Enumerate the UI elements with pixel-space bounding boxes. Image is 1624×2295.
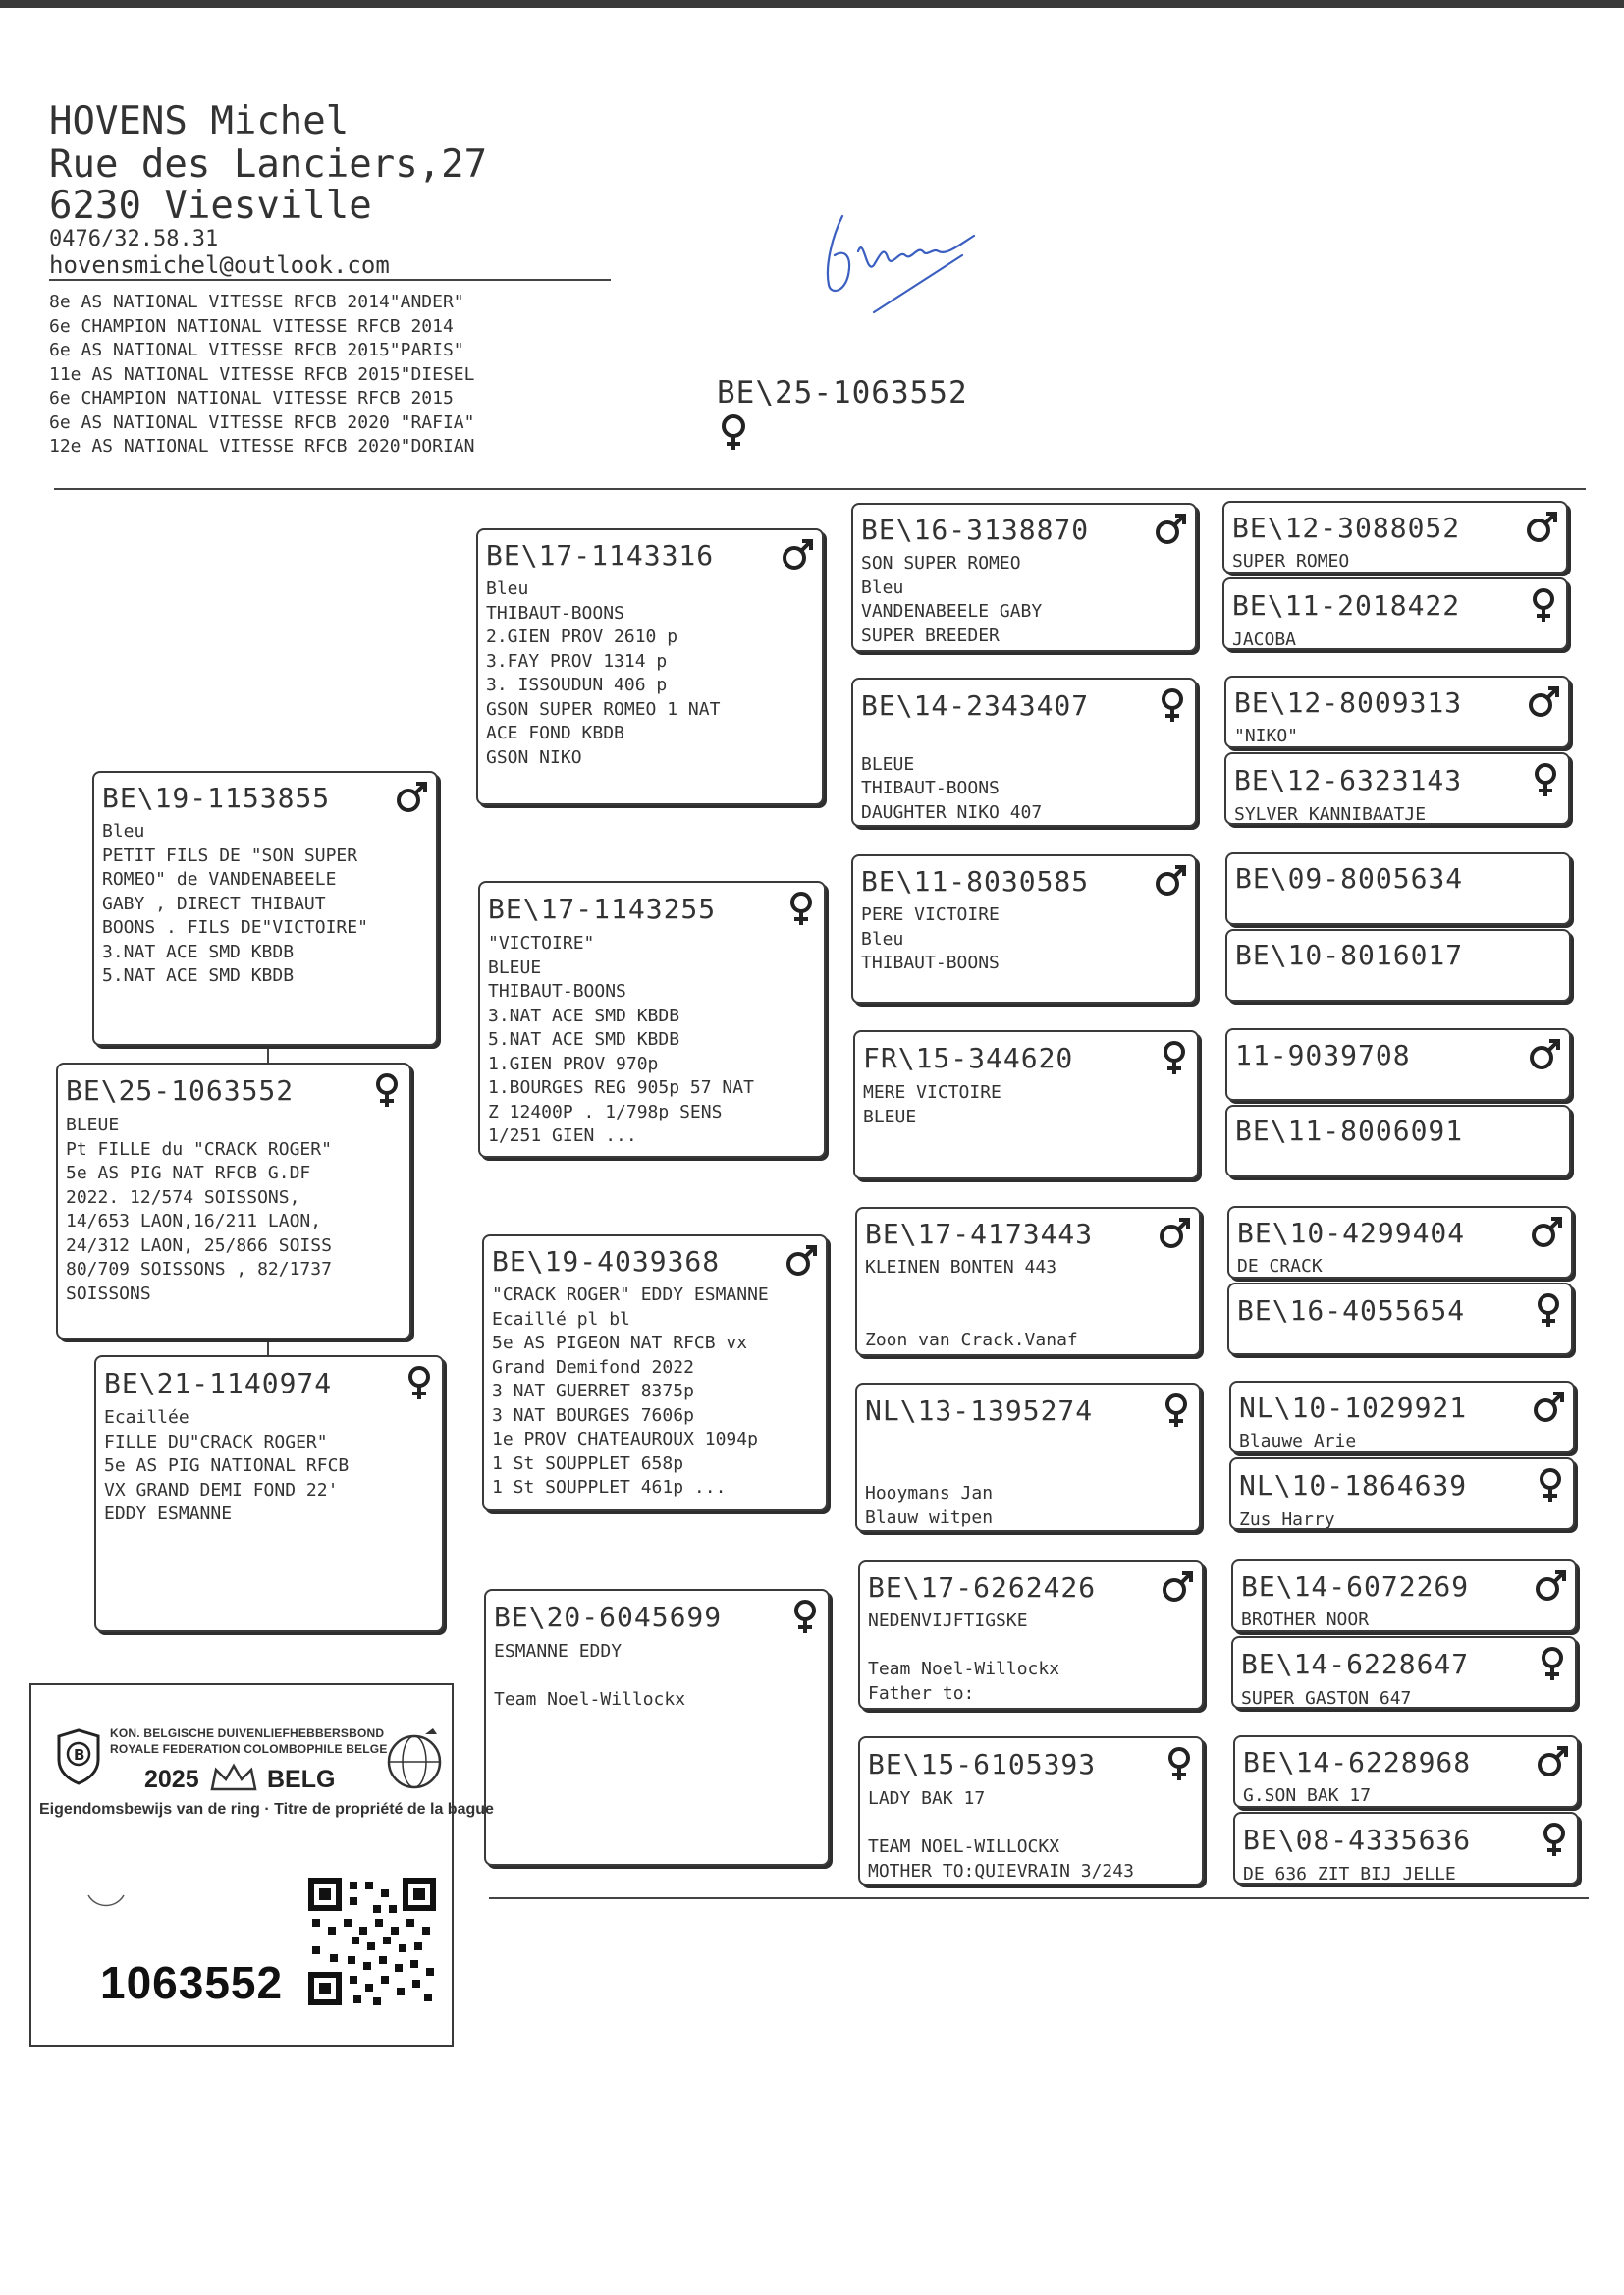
bird-notes <box>861 552 1187 648</box>
ring-number: BE\17-4173443 <box>865 1217 1094 1250</box>
note-line: ACE FOND KBDB <box>486 723 624 743</box>
note-line <box>868 1634 1194 1659</box>
ring-row <box>1235 1038 1561 1071</box>
header-ring-number: BE\25-1063552 <box>717 375 968 410</box>
note-line: Zoon van Crack.Vanaf <box>865 1329 1078 1350</box>
pedigree-gen3-card <box>851 678 1197 827</box>
ring-row <box>1239 1467 1565 1503</box>
ring-row <box>865 1217 1191 1250</box>
ring-row <box>104 1365 434 1400</box>
ring-row <box>861 687 1187 723</box>
ring-number: BE\14-2343407 <box>861 688 1090 722</box>
ring-number: BE\12-8009313 <box>1234 685 1463 719</box>
note-line: ESMANNE EDDY <box>494 1641 623 1662</box>
pedigree-gen2-card <box>478 881 826 1158</box>
ring-number: 11-9039708 <box>1235 1038 1411 1071</box>
note-line: DE 636 ZIT BIJ JELLE <box>1243 1864 1456 1885</box>
bird-notes <box>488 932 816 1149</box>
bird-notes <box>1234 803 1560 825</box>
note-line: NEDENVIJFTIGSKE <box>868 1611 1028 1631</box>
connector <box>267 1045 269 1065</box>
ring-number: BE\17-1143255 <box>488 892 717 925</box>
note-line: GABY , DIRECT THIBAUT <box>102 893 326 914</box>
ring-row <box>865 1393 1191 1428</box>
note-line: DAUGHTER NIKO 407 <box>861 801 1043 823</box>
note-line: MOTHER TO:QUIEVRAIN 3/243 <box>868 1860 1134 1882</box>
note-line: THIBAUT-BOONS <box>488 981 626 1002</box>
achievement-line: 8e AS NATIONAL VITESSE RFCB 2014"ANDER" <box>49 292 464 312</box>
note-line: Bleu <box>861 928 904 950</box>
female-icon <box>372 1072 402 1108</box>
ring-number: BE\16-3138870 <box>861 513 1090 546</box>
bird-notes <box>104 1406 434 1527</box>
note-line: KLEINEN BONTEN 443 <box>865 1257 1057 1278</box>
female-icon <box>1531 762 1560 797</box>
pedigree-gen2-card <box>482 1234 828 1511</box>
ring-number: BE\10-4299404 <box>1237 1216 1466 1249</box>
note-line: SUPER BREEDER <box>861 625 1000 646</box>
note-line: 5e AS PIG NAT RFCB G.DF <box>66 1163 311 1183</box>
ring-row <box>492 1244 818 1278</box>
note-line: SOISSONS <box>66 1283 151 1304</box>
owner-divider <box>49 279 611 281</box>
note-line: "VICTOIRE" <box>488 933 595 954</box>
note-line: 1.BOURGES REG 905p 57 NAT <box>488 1077 754 1098</box>
ring-row <box>1235 939 1561 971</box>
note-line: 1e PROV CHATEAUROUX 1094p <box>492 1429 758 1449</box>
ring-number: BE\14-6228968 <box>1243 1745 1472 1778</box>
pedigree-gen4-card <box>1222 501 1568 574</box>
bird-notes <box>861 903 1187 976</box>
note-line: DE CRACK <box>1237 1256 1323 1277</box>
ring-row <box>486 538 814 572</box>
bird-notes <box>1234 725 1560 748</box>
note-line: FILLE DU"CRACK ROGER" <box>104 1431 328 1452</box>
note-line: VANDENABEELE GABY <box>861 601 1043 622</box>
note-line: Blauwe Arie <box>1239 1431 1357 1451</box>
achievements-list <box>49 291 474 460</box>
note-line: THIBAUT-BOONS <box>861 778 1000 798</box>
ring-row <box>1239 1391 1565 1424</box>
ring-row <box>1241 1646 1567 1681</box>
ring-row <box>494 1599 820 1634</box>
bird-notes <box>492 1284 818 1501</box>
note-line: Z 12400P . 1/798p SENS <box>488 1101 723 1122</box>
federation-logo-icon <box>53 1726 104 1785</box>
ring-number: BE\15-6105393 <box>868 1747 1097 1780</box>
note-line: G.SON BAK 17 <box>1243 1785 1372 1806</box>
bird-notes <box>865 1256 1191 1352</box>
male-icon <box>395 781 428 814</box>
achievement-line: 6e AS NATIONAL VITESSE RFCB 2020 "RAFIA" <box>49 411 475 433</box>
ring-row <box>1235 862 1561 895</box>
pedigree-dam-card <box>94 1355 444 1632</box>
note-line: 1/251 GIEN ... <box>488 1125 637 1146</box>
note-line: 1.GIEN PROV 970p <box>488 1053 659 1074</box>
note-line: GSON NIKO <box>486 746 582 768</box>
pedigree-gen4-card <box>1227 1206 1573 1279</box>
ring-number: BE\17-1143316 <box>486 538 715 572</box>
connector <box>267 1338 269 1357</box>
male-icon <box>1534 1569 1567 1603</box>
ring-row <box>861 513 1187 546</box>
ring-number: BE\10-8016017 <box>1235 939 1464 971</box>
note-line: BLEUE <box>861 753 915 775</box>
note-line: Bleu <box>102 821 145 842</box>
bird-notes <box>66 1114 402 1306</box>
pedigree-gen3-card <box>858 1736 1204 1885</box>
male-icon <box>781 538 814 572</box>
note-line: SYLVER KANNIBAATJE <box>1234 804 1427 825</box>
male-icon <box>1158 1217 1191 1250</box>
female-icon <box>1540 1822 1569 1857</box>
header-rule <box>54 488 1586 490</box>
owner-email: hovensmichel@outlook.com <box>49 251 390 279</box>
pedigree-gen4-card <box>1225 1105 1571 1177</box>
male-icon <box>1154 513 1187 546</box>
note-line <box>865 1434 1191 1458</box>
pedigree-gen3-card <box>853 1030 1199 1179</box>
pedigree-subject-card <box>56 1063 411 1339</box>
ring-row <box>1243 1745 1569 1778</box>
pedigree-gen4-card <box>1224 676 1570 748</box>
note-line: 5e AS PIG NATIONAL RFCB <box>104 1455 350 1476</box>
male-icon <box>1154 864 1187 898</box>
note-line <box>865 1304 1191 1329</box>
note-line: THIBAUT-BOONS <box>486 602 624 624</box>
achievement-line: 11e AS NATIONAL VITESSE RFCB 2015"DIESEL <box>49 363 475 385</box>
owner-name: HOVENS Michel <box>49 99 350 143</box>
ring-certificate-title: Eigendomsbewijs van de ring · Titre de propriété de la bague <box>39 1801 494 1818</box>
pedigree-gen3-card <box>855 1383 1201 1532</box>
pedigree-gen2-card <box>484 1589 830 1866</box>
footer-rule <box>489 1897 1589 1899</box>
pedigree-gen4-card <box>1231 1636 1577 1709</box>
pedigree-gen4-card <box>1224 752 1570 825</box>
note-line: 80/709 SOISSONS , 82/1737 <box>66 1259 332 1280</box>
note-line: 3 NAT BOURGES 7606p <box>492 1404 694 1426</box>
note-line: Zus Harry <box>1239 1509 1335 1530</box>
pedigree-gen3-card <box>851 503 1197 652</box>
male-icon <box>1532 1391 1565 1424</box>
pedigree-gen4-card <box>1229 1381 1575 1453</box>
note-line: 5.NAT ACE SMD KBDB <box>488 1029 680 1050</box>
note-line: BROTHER NOOR <box>1241 1610 1370 1630</box>
bird-notes <box>1239 1508 1565 1530</box>
bird-notes <box>1243 1784 1569 1808</box>
ring-row <box>1232 587 1558 623</box>
ring-row <box>66 1072 402 1108</box>
bird-notes <box>1241 1609 1567 1632</box>
note-line: 2022. 12/574 SOISSONS, <box>66 1186 300 1208</box>
ring-number: BE\08-4335636 <box>1243 1823 1472 1856</box>
pedigree-gen4-card <box>1233 1812 1579 1885</box>
note-line: Ecaillé pl bl <box>492 1308 630 1330</box>
female-icon <box>1529 587 1558 623</box>
owner-phone: 0476/32.58.31 <box>49 227 219 251</box>
note-line: SUPER GASTON 647 <box>1241 1688 1412 1709</box>
note-line: Pt FILLE du "CRACK ROGER" <box>66 1138 332 1160</box>
note-line <box>865 1281 1191 1305</box>
female-icon <box>790 1599 820 1634</box>
federation-name-nl: KON. BELGISCHE DUIVENLIEFHEBBERSBOND <box>110 1726 385 1740</box>
pedigree-gen4-card <box>1225 929 1571 1002</box>
pedigree-gen3-card <box>855 1207 1201 1356</box>
ring-number: BE\14-6072269 <box>1241 1569 1470 1603</box>
ring-number: NL\10-1864639 <box>1239 1468 1468 1502</box>
ring-row <box>1243 1822 1569 1857</box>
bird-notes <box>1232 550 1558 574</box>
note-line: BLEUE <box>66 1115 120 1135</box>
pedigree-gen4-card <box>1229 1457 1575 1530</box>
ring-number: BE\11-2018422 <box>1232 588 1461 622</box>
svg-text:B: B <box>74 1746 85 1764</box>
female-icon <box>715 412 752 452</box>
ring-number: BE\09-8005634 <box>1235 862 1464 895</box>
achievement-line: 6e CHAMPION NATIONAL VITESSE RFCB 2015 <box>49 388 454 409</box>
note-line: "CRACK ROGER" EDDY ESMANNE <box>492 1284 769 1305</box>
bird-notes <box>1237 1255 1563 1279</box>
pedigree-gen4-card <box>1222 577 1568 650</box>
ring-number: BE\19-4039368 <box>492 1244 721 1278</box>
note-line: PETIT FILS DE "SON SUPER <box>102 845 358 866</box>
female-icon <box>1534 1292 1563 1328</box>
page-top-edge <box>0 0 1624 8</box>
female-icon <box>1162 1393 1191 1428</box>
note-line: Ecaillée <box>104 1407 189 1428</box>
note-line <box>494 1665 820 1689</box>
bird-notes <box>486 577 814 770</box>
male-icon <box>1525 511 1558 544</box>
ring-row <box>861 864 1187 898</box>
note-line: Grand Demifond 2022 <box>492 1356 694 1378</box>
note-line: 3 NAT GUERRET 8375p <box>492 1381 694 1401</box>
male-icon <box>1530 1216 1563 1249</box>
note-line: 3.NAT ACE SMD KBDB <box>102 941 295 962</box>
note-line: BOONS . FILS DE"VICTOIRE" <box>102 917 368 938</box>
ring-row <box>102 781 428 814</box>
note-line: 3.FAY PROV 1314 p <box>486 650 668 672</box>
ring-ownership-card <box>29 1683 494 2047</box>
ring-row <box>1234 685 1560 719</box>
note-line: 14/653 LAON,16/211 LAON, <box>66 1211 322 1231</box>
note-line <box>861 729 1187 753</box>
ring-number: BE\12-3088052 <box>1232 511 1461 544</box>
note-line: Team Noel-Willockx <box>868 1659 1060 1679</box>
female-icon <box>1536 1467 1565 1503</box>
note-line <box>865 1458 1191 1483</box>
note-line: Blauw witpen <box>865 1506 994 1528</box>
ring-row <box>1232 511 1558 544</box>
qr-code-icon <box>308 1878 436 2005</box>
ring-number: BE\25-1063552 <box>66 1073 295 1107</box>
note-line: JACOBA <box>1232 629 1297 650</box>
pedigree-gen3-card <box>851 854 1197 1004</box>
ring-row <box>488 891 816 926</box>
note-line: GSON SUPER ROMEO 1 NAT <box>486 698 721 720</box>
ring-row <box>1237 1216 1563 1249</box>
note-line: THIBAUT-BOONS <box>861 953 1000 973</box>
ring-number: BE\11-8006091 <box>1235 1115 1464 1147</box>
note-line: 5.NAT ACE SMD KBDB <box>102 965 295 986</box>
note-line: Father to: <box>868 1682 975 1704</box>
bird-notes <box>868 1787 1194 1884</box>
ring-number: BE\17-6262426 <box>868 1570 1097 1604</box>
bird-notes <box>494 1640 820 1713</box>
female-icon <box>405 1365 434 1400</box>
ring-row <box>1235 1115 1561 1147</box>
ring-row <box>1237 1292 1563 1328</box>
ring-row <box>863 1040 1189 1075</box>
ring-row <box>868 1746 1194 1781</box>
pedigree-gen4-card <box>1225 1028 1571 1101</box>
pedigree-gen2-card <box>476 528 824 805</box>
ring-number: BE\16-4055654 <box>1237 1293 1466 1327</box>
owner-city: 6230 Viesville <box>49 184 372 228</box>
note-line <box>868 1812 1194 1836</box>
ring-number: BE\20-6045699 <box>494 1600 723 1633</box>
note-line: Bleu <box>861 576 904 598</box>
ring-number: 1063552 <box>100 1957 284 2008</box>
ring-number: BE\11-8030585 <box>861 864 1090 898</box>
achievement-line: 6e AS NATIONAL VITESSE RFCB 2015"PARIS" <box>49 340 464 360</box>
note-line: VX GRAND DEMI FOND 22' <box>104 1479 339 1501</box>
note-line: 5e AS PIGEON NAT RFCB vx <box>492 1333 748 1353</box>
bird-notes <box>861 729 1187 825</box>
ring-year: 2025 <box>144 1766 199 1793</box>
achievement-line: 6e CHAMPION NATIONAL VITESSE RFCB 2014 <box>49 315 454 337</box>
note-line: EDDY ESMANNE <box>104 1503 233 1524</box>
pedigree-sire-card <box>92 771 438 1046</box>
ring-hole-icon <box>86 1891 126 1911</box>
ring-number: BE\14-6228647 <box>1241 1647 1470 1680</box>
bird-notes <box>102 820 428 989</box>
note-line: MERE VICTOIRE <box>863 1082 1001 1103</box>
bird-notes <box>865 1434 1191 1530</box>
male-icon <box>1161 1570 1194 1604</box>
male-icon <box>1528 1038 1561 1071</box>
pedigree-gen4-card <box>1227 1283 1573 1355</box>
pedigree-gen3-card <box>858 1560 1204 1710</box>
bird-notes <box>1232 628 1558 650</box>
note-line: 24/312 LAON, 25/866 SOISS <box>66 1234 332 1256</box>
note-line: 3. ISSOUDUN 406 p <box>486 675 668 695</box>
female-icon <box>786 891 816 926</box>
pedigree-gen4-card <box>1231 1559 1577 1632</box>
ring-country: BELG <box>267 1766 336 1793</box>
note-line: BLEUE <box>863 1106 917 1127</box>
ring-row <box>868 1570 1194 1604</box>
note-line: 1 St SOUPPLET 461p ... <box>492 1477 727 1498</box>
signature <box>815 196 1051 314</box>
pedigree-gen4-card <box>1225 852 1571 925</box>
ring-number: BE\12-6323143 <box>1234 763 1463 796</box>
note-line: SUPER ROMEO <box>1232 551 1350 572</box>
bird-notes <box>868 1610 1194 1706</box>
note-line: ROMEO" de VANDENABEELE <box>102 869 337 890</box>
ring-row <box>1234 762 1560 797</box>
note-line: PERE VICTOIRE <box>861 904 1000 925</box>
note-line: LADY BAK 17 <box>868 1788 986 1809</box>
pedigree-gen4-card <box>1233 1735 1579 1808</box>
owner-street: Rue des Lanciers,27 <box>49 142 488 187</box>
note-line: "NIKO" <box>1234 726 1299 746</box>
male-icon <box>785 1244 818 1278</box>
female-icon <box>1164 1746 1194 1781</box>
note-line: SON SUPER ROMEO <box>861 553 1021 574</box>
bird-notes <box>1239 1430 1565 1453</box>
bird-notes <box>1241 1687 1567 1709</box>
note-line: Team Noel-Willockx <box>494 1689 686 1710</box>
note-line: TEAM NOEL-WILLOCKX <box>868 1836 1060 1857</box>
bird-notes <box>863 1081 1189 1129</box>
note-line: Hooymans Jan <box>865 1483 994 1503</box>
bird-notes <box>1243 1863 1569 1885</box>
note-line: Bleu <box>486 578 529 599</box>
crown-icon <box>208 1762 259 1793</box>
ring-row <box>1241 1569 1567 1603</box>
ring-number: BE\19-1153855 <box>102 781 331 814</box>
note-line: 1 St SOUPPLET 658p <box>492 1452 684 1474</box>
female-icon <box>1160 1040 1189 1075</box>
female-icon <box>1158 687 1187 723</box>
ring-number: NL\10-1029921 <box>1239 1391 1468 1424</box>
female-icon <box>1538 1646 1567 1681</box>
federation-name-fr: ROYALE FEDERATION COLOMBOPHILE BELGE <box>110 1742 388 1756</box>
ring-number: NL\13-1395274 <box>865 1393 1094 1427</box>
note-line: 2.GIEN PROV 2610 p <box>486 627 678 647</box>
male-icon <box>1527 685 1560 719</box>
globe-icon <box>380 1724 449 1793</box>
ring-number: BE\21-1140974 <box>104 1366 333 1399</box>
male-icon <box>1536 1745 1569 1778</box>
note-line: BLEUE <box>488 956 542 978</box>
ring-number: FR\15-344620 <box>863 1041 1074 1074</box>
note-line: 3.NAT ACE SMD KBDB <box>488 1005 680 1026</box>
achievement-line: 12e AS NATIONAL VITESSE RFCB 2020"DORIAN <box>49 436 475 457</box>
